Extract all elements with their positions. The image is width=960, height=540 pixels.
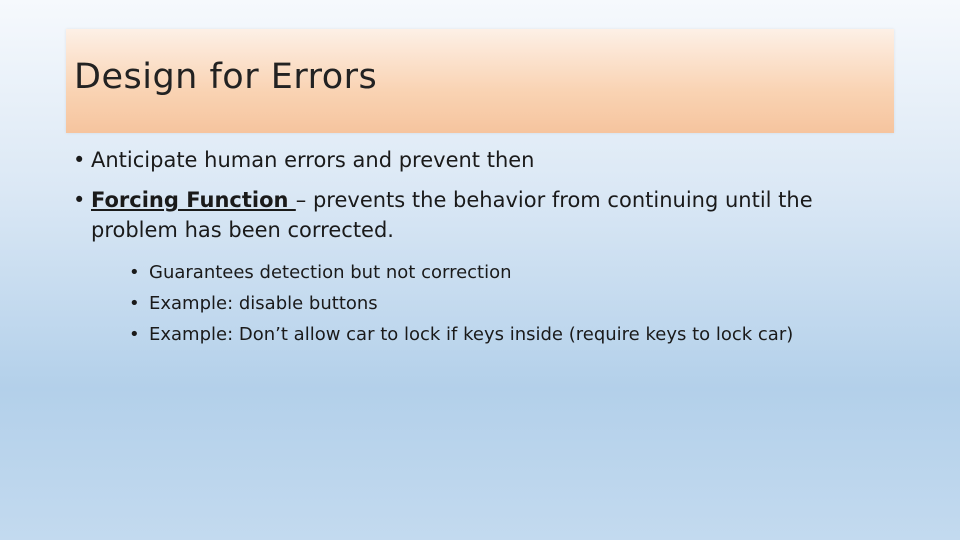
sub-bullet-dot: • [129, 293, 140, 314]
sub-bullet-dot: • [129, 324, 140, 345]
bullet-text: Anticipate human errors and prevent then [91, 148, 535, 172]
bullet-dot: • [73, 188, 86, 212]
bullet-term: Forcing Function [91, 188, 296, 212]
slide-body [70, 145, 890, 360]
slide-title: Design for Errors [74, 57, 378, 97]
bullet-item [70, 185, 890, 350]
title-banner [66, 29, 894, 133]
bullet-item [70, 145, 890, 175]
sub-bullet-text: Example: Don’t allow car to lock if keys inside (require keys to lock car) [149, 324, 794, 345]
sub-bullet-item [128, 319, 890, 350]
bullet-text: – prevents the behavior from continuing until the problem has been corrected. [91, 188, 813, 242]
sub-bullet-text: Example: disable buttons [149, 293, 378, 314]
sub-bullet-text: Guarantees detection but not correction [149, 262, 512, 283]
sub-bullet-list [91, 257, 890, 350]
bullet-dot: • [73, 148, 86, 172]
sub-bullet-item [128, 257, 890, 288]
sub-bullet-dot: • [129, 262, 140, 283]
sub-bullet-item [128, 288, 890, 319]
